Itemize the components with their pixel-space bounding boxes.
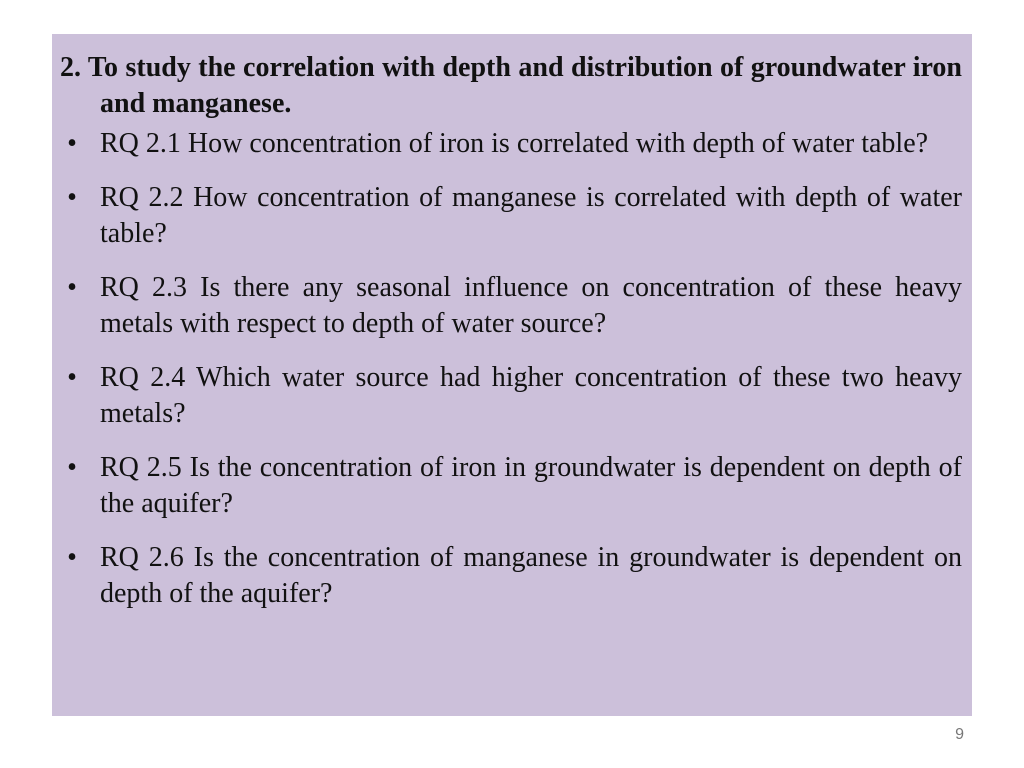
bullet-icon: • bbox=[67, 182, 77, 213]
research-question-item bbox=[60, 270, 962, 342]
bullet-icon: • bbox=[67, 452, 77, 483]
bullet-icon: • bbox=[67, 272, 77, 303]
research-question-text: RQ 2.5 Is the concentration of iron in groundwater is dependent on depth of the aquifer? bbox=[100, 452, 962, 519]
research-question-item bbox=[60, 450, 962, 522]
research-question-text: RQ 2.3 Is there any seasonal influence on concentration of these heavy metals with respect to depth of water source? bbox=[100, 272, 962, 339]
research-question-item bbox=[60, 126, 962, 162]
objective-heading: 2. To study the correlation with depth and distribution of groundwater iron and manganese. bbox=[60, 52, 962, 119]
research-question-text: RQ 2.2 How concentration of manganese is correlated with depth of water table? bbox=[100, 182, 962, 249]
slide-content-panel bbox=[52, 34, 972, 716]
bullet-icon: • bbox=[67, 542, 77, 573]
bullet-icon: • bbox=[67, 128, 77, 159]
research-question-text: RQ 2.1 How concentration of iron is correlated with depth of water table? bbox=[100, 128, 929, 159]
research-question-item bbox=[60, 180, 962, 252]
research-question-text: RQ 2.4 Which water source had higher concentration of these two heavy metals? bbox=[100, 362, 962, 429]
research-question-item bbox=[60, 360, 962, 432]
research-question-item bbox=[60, 540, 962, 612]
slide-number: 9 bbox=[955, 726, 964, 743]
bullet-icon: • bbox=[67, 362, 77, 393]
research-question-text: RQ 2.6 Is the concentration of manganese in groundwater is dependent on depth of the aquifer? bbox=[100, 542, 962, 609]
research-question-list bbox=[60, 126, 962, 612]
